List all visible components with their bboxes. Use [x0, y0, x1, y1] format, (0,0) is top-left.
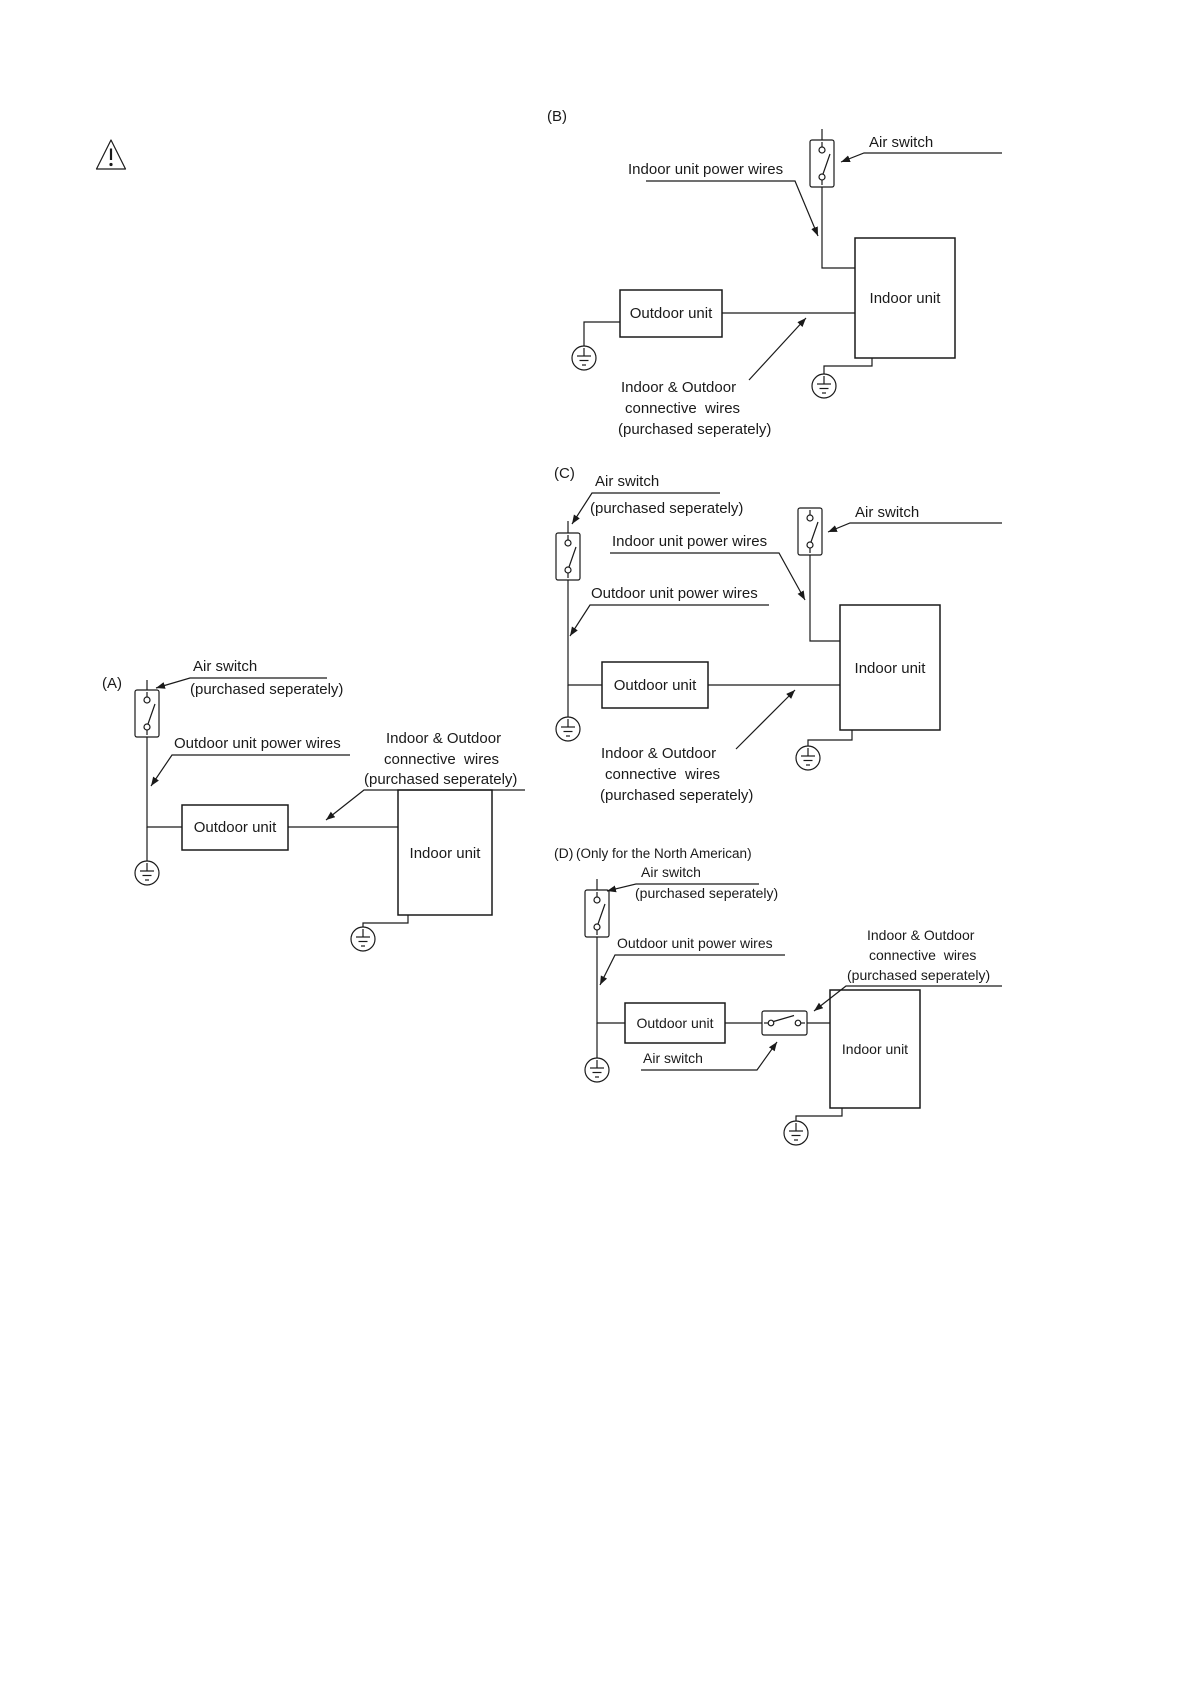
connective-wires-label-line3: (purchased seperately): [847, 967, 991, 983]
connective-wires-label-line2: connective wires: [625, 400, 741, 417]
outdoor-power-wires-label: Outdoor unit power wires: [174, 735, 341, 752]
outdoor-power-wires-leader-arrow: [151, 755, 350, 786]
diagram-c-tag: (C): [554, 465, 575, 482]
air-switch-leader-arrow: [841, 153, 1002, 162]
indoor-ground-wire: [796, 1108, 842, 1121]
ground-icon: [796, 746, 820, 770]
air-switch-right-leader-arrow: [828, 523, 1002, 532]
ground-icon: [556, 717, 580, 741]
indoor-power-wire: [810, 555, 840, 641]
air-switch-note: (purchased seperately): [190, 681, 344, 698]
connective-wires-label-line3: (purchased seperately): [600, 787, 754, 804]
connective-wires-label-line2: connective wires: [384, 751, 500, 768]
inline-air-switch-icon: [762, 1011, 807, 1035]
air-switch-top-label: Air switch: [641, 864, 701, 880]
indoor-power-wires-leader-arrow: [646, 181, 818, 236]
ground-icon: [351, 927, 375, 951]
outdoor-power-wires-label: Outdoor unit power wires: [591, 585, 758, 602]
connective-wires-leader-arrow: [749, 318, 806, 380]
outdoor-power-wires-leader-arrow: [570, 605, 769, 636]
air-switch-left-label: Air switch: [595, 473, 660, 490]
diagram-a: [102, 658, 525, 951]
diagram-c: [554, 465, 1002, 804]
outdoor-unit-label: Outdoor unit: [193, 819, 277, 836]
ground-icon: [572, 346, 596, 370]
connective-wires-label-line1: Indoor & Outdoor: [601, 745, 717, 762]
diagram-d: [554, 845, 1002, 1145]
outdoor-unit-label: Outdoor unit: [636, 1015, 714, 1031]
connective-wires-label-line1: Indoor & Outdoor: [867, 927, 975, 943]
connective-wires-leader-arrow: [326, 790, 525, 820]
warning-exclamation-dot: [109, 163, 112, 166]
air-switch-top-note: (purchased seperately): [635, 885, 779, 901]
connective-wires-label-line1: Indoor & Outdoor: [621, 379, 737, 396]
air-switch-icon: [585, 890, 609, 937]
air-switch-icon: [798, 508, 822, 555]
indoor-power-wire: [822, 187, 855, 268]
air-switch-icon: [810, 140, 834, 187]
ground-icon: [812, 374, 836, 398]
indoor-power-wires-label: Indoor unit power wires: [628, 161, 784, 178]
diagram-d-tag: (D): [554, 845, 574, 861]
outdoor-power-wires-leader-arrow: [600, 955, 785, 985]
region-note: (Only for the North American): [576, 846, 752, 861]
indoor-unit-label: Indoor unit: [854, 660, 926, 677]
connective-wires-label-line3: (purchased seperately): [364, 771, 518, 788]
outdoor-ground-wire: [584, 322, 620, 346]
indoor-unit-label: Indoor unit: [869, 290, 941, 307]
air-switch-left-note: (purchased seperately): [590, 500, 744, 517]
connective-wires-leader-arrow: [736, 690, 795, 749]
connective-wires-label-line3: (purchased seperately): [618, 421, 772, 438]
indoor-ground-wire: [808, 730, 852, 746]
indoor-ground-wire: [824, 358, 872, 374]
ground-icon: [585, 1058, 609, 1082]
indoor-power-wires-label: Indoor unit power wires: [612, 533, 768, 550]
air-switch-label: Air switch: [869, 134, 934, 151]
indoor-ground-wire: [363, 915, 408, 927]
air-switch-right-label: Air switch: [855, 504, 920, 521]
ground-icon: [784, 1121, 808, 1145]
air-switch-icon: [556, 533, 580, 580]
outdoor-power-wires-label: Outdoor unit power wires: [617, 935, 773, 951]
diagram-a-tag: (A): [102, 675, 122, 692]
connective-wires-label-line2: connective wires: [869, 947, 977, 963]
outdoor-unit-label: Outdoor unit: [613, 677, 697, 694]
ground-icon: [135, 861, 159, 885]
air-switch-inline-label: Air switch: [643, 1050, 703, 1066]
outdoor-unit-label: Outdoor unit: [629, 305, 713, 322]
connective-wires-label-line1: Indoor & Outdoor: [386, 730, 502, 747]
indoor-unit-label: Indoor unit: [409, 845, 481, 862]
warning-icon: [97, 140, 126, 169]
diagram-b: [547, 108, 1002, 438]
air-switch-icon: [135, 690, 159, 737]
diagram-b-tag: (B): [547, 108, 567, 125]
indoor-unit-label: Indoor unit: [841, 1041, 909, 1057]
air-switch-label: Air switch: [193, 658, 258, 675]
connective-wires-label-line2: connective wires: [605, 766, 721, 783]
